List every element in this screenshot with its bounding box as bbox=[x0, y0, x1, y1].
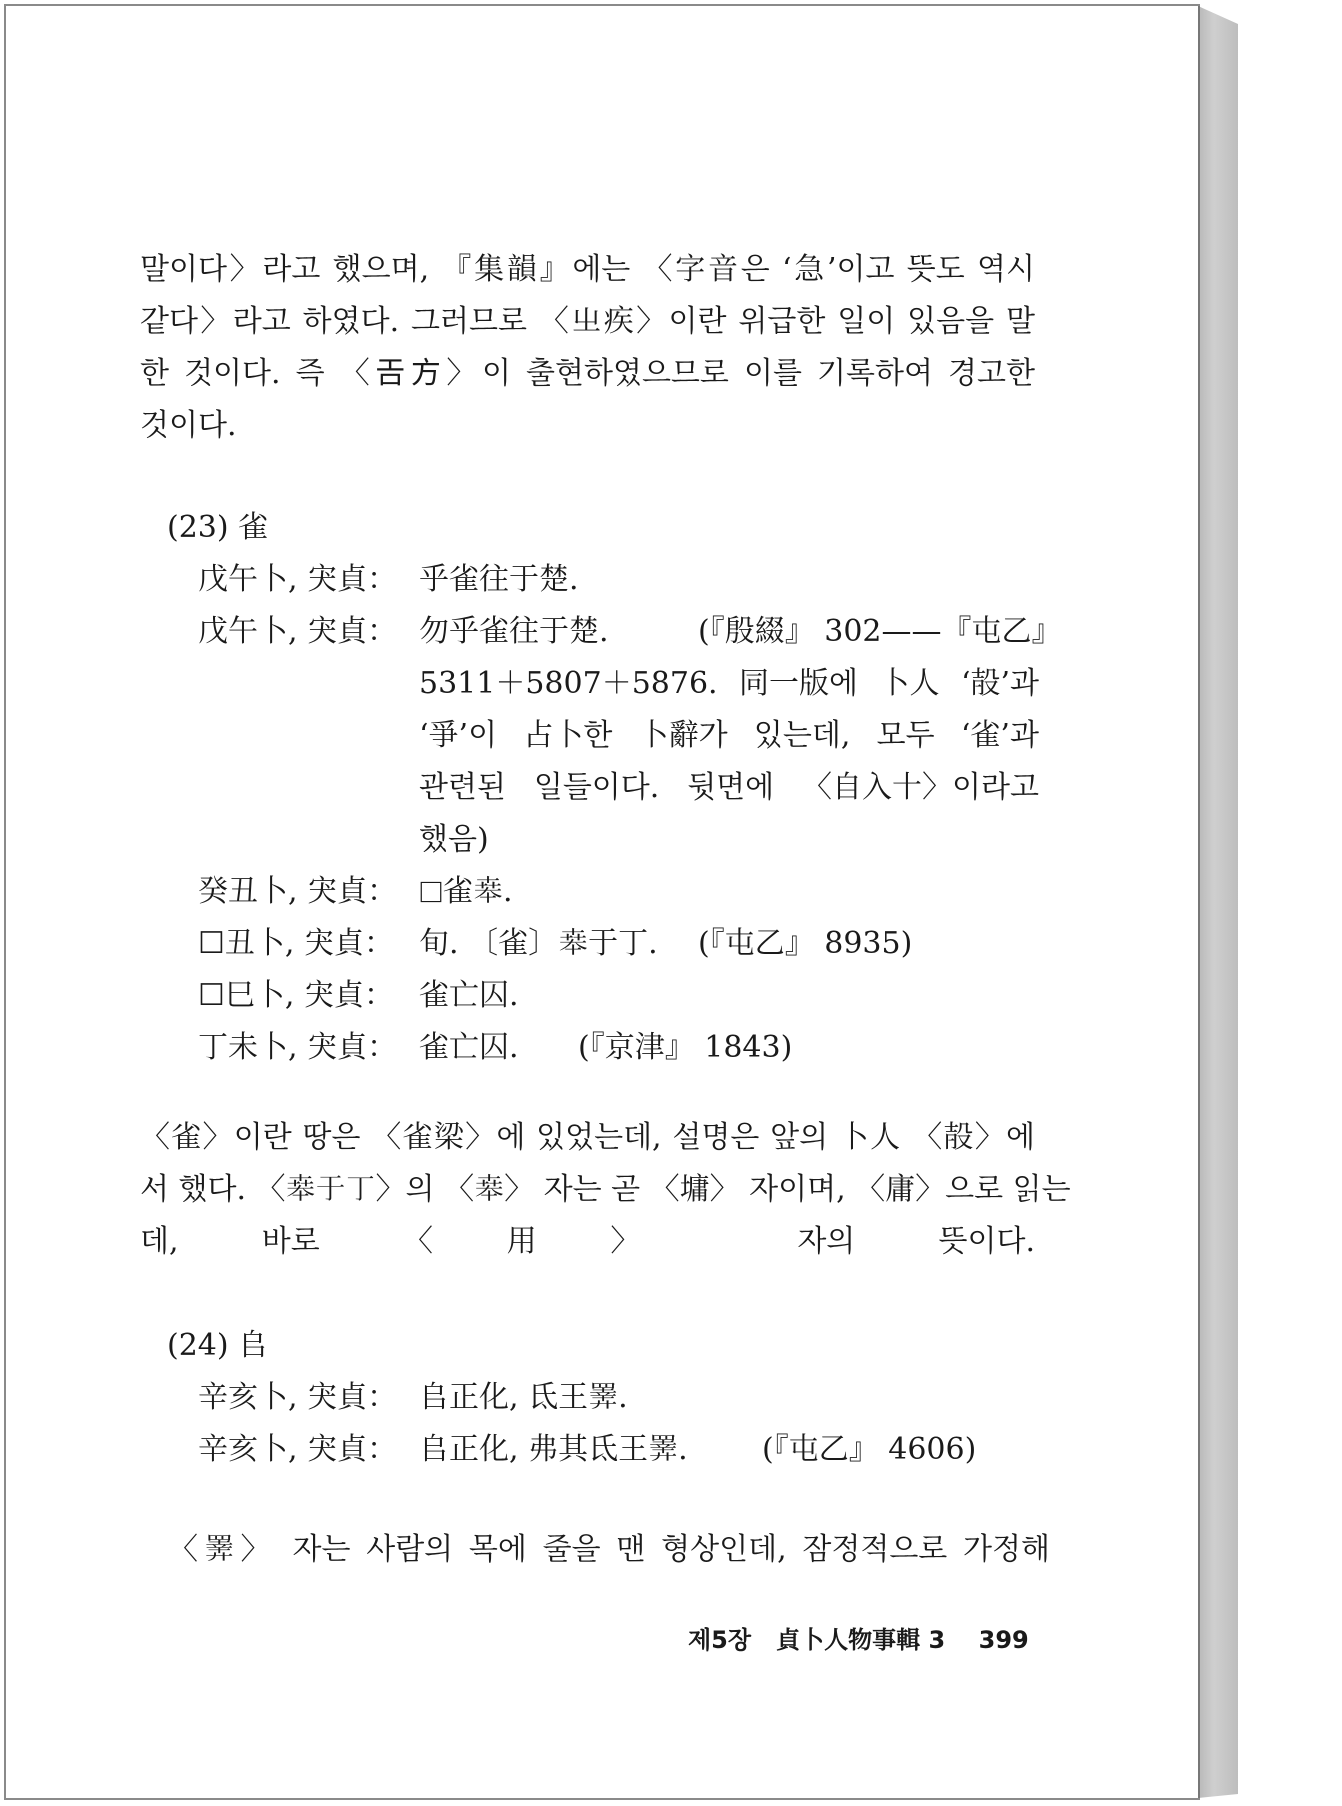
paragraph-line: 〈雀〉이란 땅은 〈雀梁〉에 있었는데, 설명은 앞의 卜人 〈㱿〉에 bbox=[140, 1120, 1035, 1155]
section-heading-23: (23) 雀 bbox=[167, 510, 269, 545]
entry-text: 旬. 〔雀〕𠦪于丁. bbox=[419, 926, 658, 961]
note-word: 했음) bbox=[419, 822, 489, 857]
note-word: 5311＋5807＋5876. bbox=[419, 666, 718, 701]
note-word: 관련된 bbox=[419, 770, 506, 805]
paragraph-2 bbox=[140, 1112, 1071, 1268]
note-line bbox=[419, 762, 1039, 814]
paragraph-1 bbox=[140, 244, 1035, 452]
entry-head: 戊午卜, 宊貞： bbox=[198, 614, 398, 649]
note-word: 占卜한 bbox=[523, 718, 613, 753]
entry-head: 辛亥卜, 宊貞： bbox=[198, 1380, 398, 1415]
entry-head: 戊午卜, 宊貞： bbox=[198, 562, 398, 597]
section-heading-24: (24) 𠂤 bbox=[167, 1328, 269, 1363]
entry-text: 雀亡囚. bbox=[419, 1030, 519, 1065]
entry-text: 勿乎雀往于楚. bbox=[419, 614, 609, 649]
page-edge-shadow bbox=[1198, 6, 1238, 1798]
entry-source: (『殷綴』 302——『屯乙』 bbox=[698, 614, 1062, 649]
note-line bbox=[419, 710, 1039, 762]
note-word: ‘㱿’과 bbox=[960, 666, 1039, 701]
entry-head: 辛亥卜, 宊貞： bbox=[198, 1432, 398, 1467]
note-line bbox=[419, 658, 1039, 710]
note-word: 모두 bbox=[876, 718, 935, 753]
page-edge-line bbox=[1198, 6, 1200, 1798]
note-word: 〈自入十〉이라고 bbox=[802, 770, 1039, 805]
note-line bbox=[419, 814, 1039, 866]
entry-source: (『屯乙』 8935) bbox=[698, 926, 913, 961]
paragraph-line: 데, 바로 〈用〉 자의 뜻이다. bbox=[140, 1224, 1035, 1259]
entry-head: ☐丑卜, 宊貞： bbox=[198, 926, 394, 961]
paragraph-line: 말이다〉라고 했으며, 『集韻』에는 〈字音은 ‘急’이고 뜻도 역시 bbox=[140, 252, 1035, 287]
note-word: 뒷면에 bbox=[687, 770, 775, 805]
note-word: 일들이다. bbox=[533, 770, 660, 805]
running-footer bbox=[688, 1620, 1029, 1655]
footer-title: 貞卜人物事輯 3 bbox=[776, 1626, 946, 1654]
note-word: 卜辭가 bbox=[638, 718, 728, 753]
footer-chapter: 제5장 bbox=[688, 1626, 752, 1654]
entry-text: 雀亡囚. bbox=[419, 978, 519, 1013]
page-number: 399 bbox=[978, 1626, 1029, 1654]
note-word: ‘雀’과 bbox=[960, 718, 1039, 753]
entry-source: (『屯乙』 4606) bbox=[762, 1432, 977, 1467]
paragraph-line: 것이다. bbox=[140, 408, 237, 443]
note-word: 同一版에 bbox=[739, 666, 859, 701]
paragraph-line: 같다〉라고 하였다. 그러므로 〈㞢疾〉이란 위급한 일이 있음을 말 bbox=[140, 304, 1035, 339]
entry-head: 丁未卜, 宊貞： bbox=[198, 1030, 398, 1065]
note-word: ‘爭’이 bbox=[419, 718, 498, 753]
entry-head: 癸丑卜, 宊貞： bbox=[198, 874, 398, 909]
paragraph-line: 한 것이다. 즉 〈𢀛方〉이 출현하였으므로 이를 기록하여 경고한 bbox=[140, 356, 1035, 391]
paragraph-3 bbox=[168, 1524, 1050, 1576]
entry-source: (『京津』 1843) bbox=[578, 1030, 793, 1065]
note-word: 있는데, bbox=[753, 718, 851, 753]
entry-text: 𠂤正化, 氐王𢍰. bbox=[419, 1380, 628, 1415]
paragraph-line: 〈𢍰〉 자는 사람의 목에 줄을 맨 형상인데, 잠정적으로 가정해 bbox=[168, 1532, 1050, 1567]
paragraph-line: 서 했다. 〈𠦪于丁〉의 〈𠦪〉 자는 곧 〈墉〉 자이며, 〈庸〉으로 읽는 bbox=[140, 1172, 1071, 1207]
entry-text: 𠂤正化, 弗其氐王𢍰. bbox=[419, 1432, 688, 1467]
entry-text: ☐雀𠦪. bbox=[419, 874, 513, 909]
note-word: 卜人 bbox=[879, 666, 940, 701]
entry-text: 乎雀往于楚. bbox=[419, 562, 579, 597]
entry-head: ☐巳卜, 宊貞： bbox=[198, 978, 394, 1013]
